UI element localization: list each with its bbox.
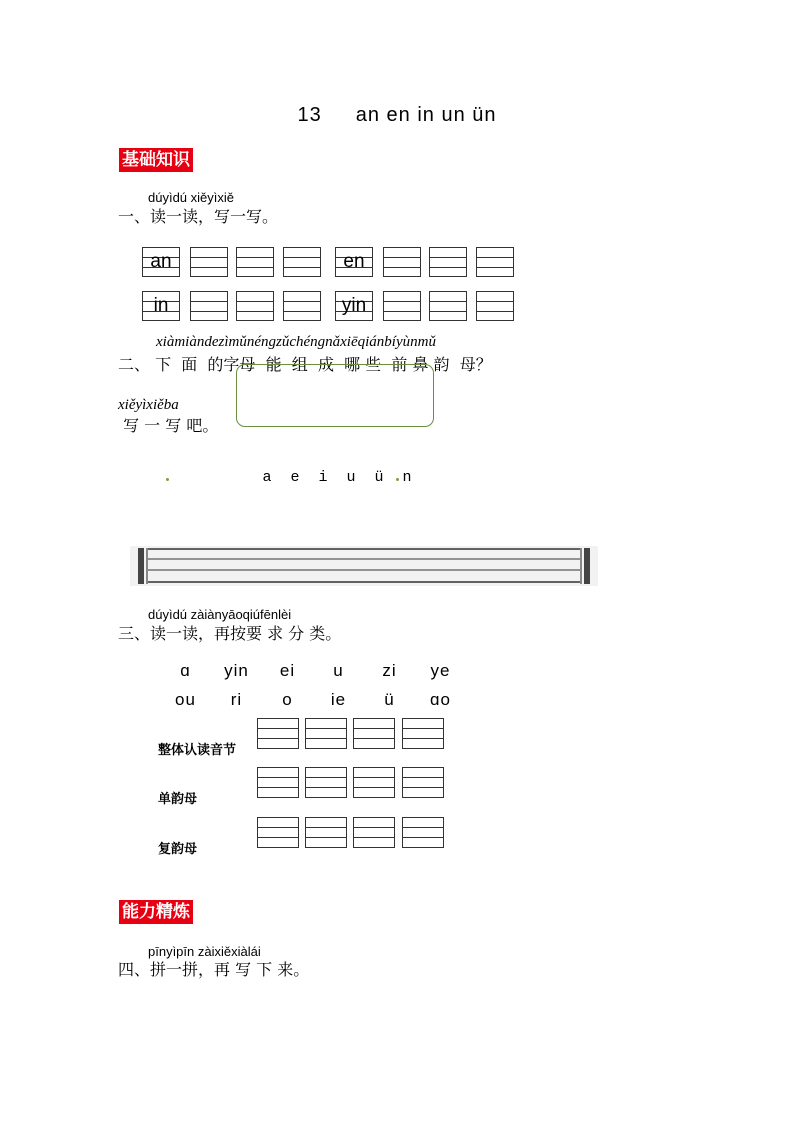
classification-grid-cell[interactable] [305, 718, 347, 749]
lesson-title: an en in un ün [355, 104, 497, 126]
writing-grid-cell[interactable] [429, 247, 467, 277]
classification-grid-cell[interactable] [353, 718, 395, 749]
writing-grid-cell[interactable] [476, 247, 514, 277]
syllable: ri [230, 690, 243, 709]
section-badge-basic: 基础知识 [119, 148, 193, 172]
writing-grid-cell[interactable] [335, 291, 373, 321]
letter-e: e [290, 469, 300, 486]
q3-pinyin: dúyìdú zàiànyāoqiúfēnlèi [148, 607, 292, 622]
grid-sample-glyph: in [153, 295, 169, 316]
syllable: ou [175, 690, 196, 709]
q3-text: 三、读一读，再按要 求 分 类。 [118, 624, 342, 643]
syllable: ye [430, 661, 451, 680]
syllable: ie [330, 690, 347, 709]
dot-marker-2 [396, 478, 399, 481]
grid-sample-glyph: en [343, 251, 365, 272]
letter-set [253, 466, 421, 486]
writing-grid-cell[interactable] [335, 247, 373, 277]
letter-n: n [402, 469, 412, 486]
classification-grid-cell[interactable] [257, 718, 299, 749]
section-badge-ability: 能力精炼 [119, 900, 193, 924]
syllable: ɑ [180, 661, 191, 680]
syllable: zi [382, 661, 397, 680]
letter-u: u [346, 469, 356, 486]
writing-grid-cell[interactable] [190, 291, 228, 321]
writing-grid-cell[interactable] [190, 247, 228, 277]
answer-box[interactable] [236, 364, 434, 427]
syllable-row-2 [160, 690, 466, 710]
syllable: yin [224, 661, 249, 680]
writing-grid-cell[interactable] [383, 247, 421, 277]
classification-grid-cell[interactable] [402, 718, 444, 749]
q4-pinyin: pīnyìpīn zàixiěxiàlái [148, 944, 261, 959]
q2-text-2: 写 一 写 吧。 [118, 416, 219, 435]
page-title [0, 104, 794, 127]
classification-grid-cell[interactable] [257, 767, 299, 798]
syllable: ü [384, 690, 395, 709]
letter-i: i [318, 469, 328, 486]
classification-grid-cell[interactable] [353, 817, 395, 848]
category-compound-final: 复韵母 [158, 842, 198, 857]
classification-grid-cell[interactable] [305, 817, 347, 848]
classification-grid-cell[interactable] [402, 817, 444, 848]
q2-pinyin-2: xiěyìxiěba [118, 397, 179, 413]
q2-text: 二、 下 面 的字母 能 组 成 哪 些 前 鼻 韵 母？ [118, 355, 492, 374]
writing-grid-cell[interactable] [429, 291, 467, 321]
writing-grid-cell[interactable] [283, 247, 321, 277]
classification-grid-cell[interactable] [353, 767, 395, 798]
q2-pinyin: xiàmiàndezìmǔnéngzǔchéngnǎxiēqiánbíyùnmǔ [156, 334, 436, 350]
letter-a: a [262, 469, 272, 486]
writing-grid-cell[interactable] [383, 291, 421, 321]
writing-grid-cell[interactable] [283, 291, 321, 321]
q4-text: 四、拼一拼，再 写 下 来。 [118, 960, 310, 979]
writing-grid-cell[interactable] [476, 291, 514, 321]
writing-grid-cell[interactable] [142, 247, 180, 277]
classification-grid-cell[interactable] [402, 767, 444, 798]
syllable: u [333, 661, 344, 680]
writing-grid-cell[interactable] [236, 247, 274, 277]
q1-text: 一、读一读，写一写。 [118, 207, 279, 226]
syllable-row-1 [160, 661, 466, 681]
syllable: o [282, 690, 293, 709]
q1-pinyin: dúyìdú xiěyìxiě [148, 190, 234, 205]
writing-staff[interactable] [130, 546, 598, 586]
letter-v: ü [374, 469, 384, 486]
lesson-number: 13 [297, 104, 322, 126]
category-simple-final: 单韵母 [158, 792, 198, 807]
grid-sample-glyph: an [150, 251, 172, 272]
category-whole-syllable: 整体认读音节 [158, 743, 237, 758]
writing-grid-cell[interactable] [142, 291, 180, 321]
syllable: ei [279, 661, 296, 680]
grid-sample-glyph: yin [341, 295, 367, 316]
classification-grid-cell[interactable] [305, 767, 347, 798]
dot-marker [166, 478, 169, 481]
classification-grid-cell[interactable] [257, 817, 299, 848]
syllable: ɑo [430, 690, 451, 709]
writing-grid-cell[interactable] [236, 291, 274, 321]
